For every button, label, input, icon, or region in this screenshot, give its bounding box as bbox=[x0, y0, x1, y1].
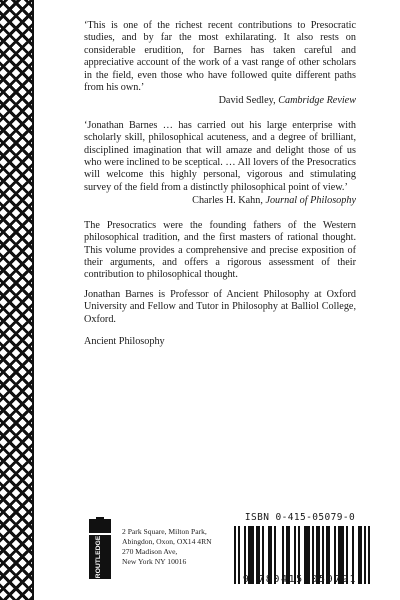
review-source-1: Cambridge Review bbox=[278, 95, 356, 107]
address-line: New York NY 10016 bbox=[122, 557, 187, 566]
review-author-1: David Sedley, bbox=[218, 95, 276, 107]
review-source-2: Journal of Philosophy bbox=[265, 195, 356, 207]
review-quote-1: ‘This is one of the richest recent contributions to Presocratic studies, and by far the most exhilarating. It also rests on considerable erudition, for Barnes has taken careful and appreciative account of the work of a vast range of other scholars in the field, even those who have followed quite different paths from his own.’ bbox=[84, 20, 356, 94]
review-author-2: Charles H. Kahn, bbox=[192, 195, 263, 207]
book-description: The Presocratics were the founding fathers of the Western philosophical tradition, and the first masters of rational thought. This volume provides a comprehensive and precise exposition of their arguments, and offers a rigorous assessment of their contribution to philosophical thought. bbox=[84, 219, 356, 281]
subject-category: Ancient Philosophy bbox=[84, 335, 165, 347]
ean-number: 9 780415 050791 bbox=[242, 574, 358, 585]
address-line: 2 Park Square, Milton Park, bbox=[122, 527, 207, 536]
review-quote-2: ‘Jonathan Barnes … has carried out his large enterprise with scholarly skill, philosophical acuteness, and a degree of brilliant, disciplined imagination that will amaze and delight those of us who were inclined to be sceptical. … All lovers of the Presocratics will welcome this highly personal, vigorous and stimulating survey of the field from a distinctly philosophical point of view.’ bbox=[84, 119, 356, 193]
review-attribution-2 bbox=[84, 195, 356, 207]
routledge-logo-icon bbox=[86, 515, 114, 581]
review-attribution-1 bbox=[84, 95, 356, 107]
publisher-name: ROUTLEDGE bbox=[95, 535, 102, 579]
publisher-address bbox=[122, 527, 212, 567]
address-line: 270 Madison Ave, bbox=[122, 547, 178, 556]
publisher-block bbox=[86, 515, 226, 585]
address-line: Abingdon, Oxon, OX14 4RN bbox=[122, 537, 212, 546]
author-bio: Jonathan Barnes is Professor of Ancient Philosophy at Oxford University and Fellow and Tutor in Philosophy at Balliol College, Oxford. bbox=[84, 288, 356, 325]
isbn-label: ISBN 0-415-05079-0 bbox=[244, 512, 356, 523]
isbn-barcode bbox=[228, 512, 372, 592]
spine-pattern bbox=[0, 0, 34, 600]
back-cover-text bbox=[84, 20, 356, 355]
